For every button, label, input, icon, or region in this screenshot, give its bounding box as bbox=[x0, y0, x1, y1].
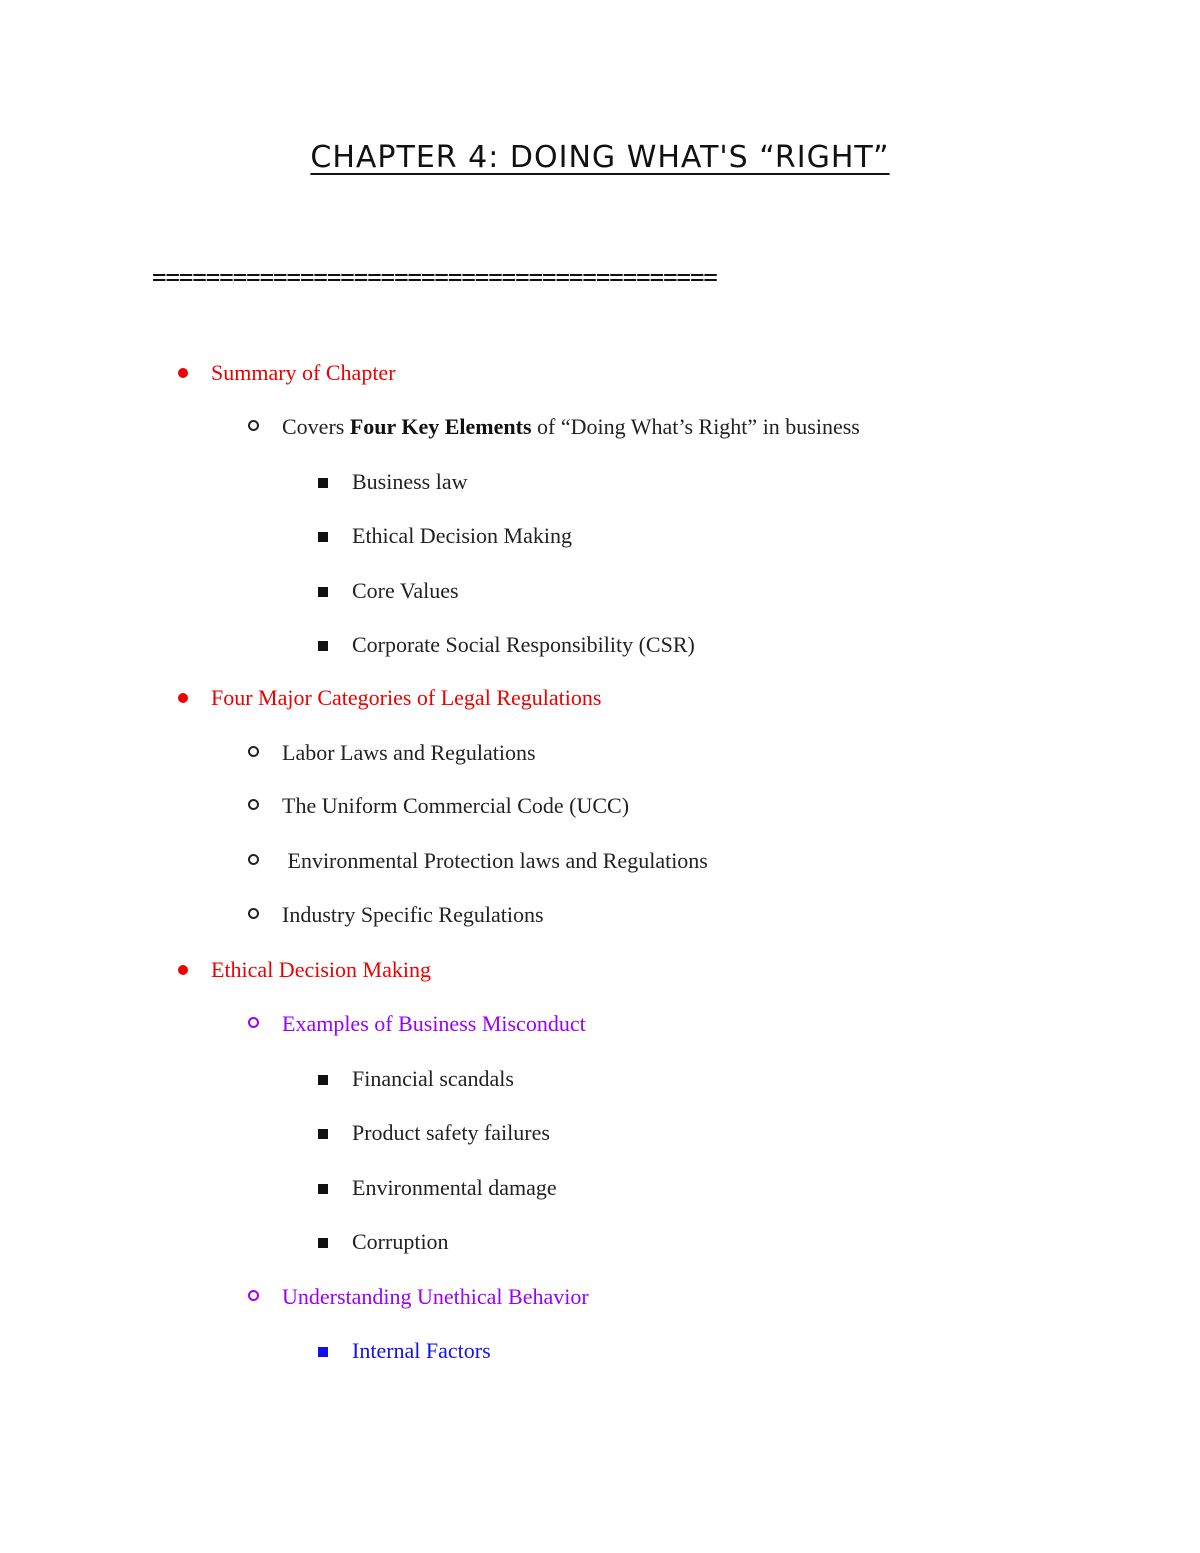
title-text: CHAPTER 4: DOING WHAT'S “RIGHT” bbox=[310, 140, 890, 175]
list-item-text: Corporate Social Responsibility (CSR) bbox=[352, 632, 695, 657]
list-item-text: Business law bbox=[352, 469, 468, 494]
square-bullet-icon bbox=[318, 1347, 328, 1357]
outline-label: Understanding Unethical Behavior bbox=[282, 1284, 589, 1309]
hollow-circle-bullet-icon bbox=[248, 1017, 259, 1028]
list-item-text: Internal Factors bbox=[352, 1338, 491, 1363]
list-item-text: Financial scandals bbox=[352, 1066, 514, 1091]
list-item-text: Corruption bbox=[352, 1229, 449, 1254]
list-item-text: The Uniform Commercial Code (UCC) bbox=[282, 793, 630, 818]
outline-label: Summary of Chapter bbox=[211, 360, 396, 385]
list-item-text: Product safety failures bbox=[352, 1120, 550, 1145]
square-bullet-icon bbox=[318, 587, 328, 597]
page-title bbox=[0, 140, 1200, 175]
filled-circle-bullet-icon bbox=[178, 693, 188, 703]
square-bullet-icon bbox=[318, 1238, 328, 1248]
hollow-circle-bullet-icon bbox=[248, 1290, 259, 1301]
list-item-text: Environmental damage bbox=[352, 1175, 557, 1200]
hollow-circle-bullet-icon bbox=[248, 908, 259, 919]
outline-label: Examples of Business Misconduct bbox=[282, 1011, 586, 1036]
square-bullet-icon bbox=[318, 1184, 328, 1194]
outline-label: Four Major Categories of Legal Regulations bbox=[211, 685, 602, 710]
covers-bold: Four Key Elements bbox=[349, 414, 532, 439]
hollow-circle-bullet-icon bbox=[248, 799, 259, 810]
outline-text bbox=[282, 412, 860, 442]
covers-suffix: of “Doing What’s Right” in business bbox=[531, 414, 860, 439]
list-item-text: Labor Laws and Regulations bbox=[282, 740, 536, 765]
hollow-circle-bullet-icon bbox=[248, 854, 259, 865]
square-bullet-icon bbox=[318, 1129, 328, 1139]
outline-label: Ethical Decision Making bbox=[211, 957, 431, 982]
hollow-circle-bullet-icon bbox=[248, 746, 259, 757]
square-bullet-icon bbox=[318, 1075, 328, 1085]
square-bullet-icon bbox=[318, 532, 328, 542]
filled-circle-bullet-icon bbox=[178, 965, 188, 975]
list-item-text: Core Values bbox=[352, 578, 459, 603]
divider-line: ========================================== bbox=[152, 263, 717, 291]
list-item-text: Industry Specific Regulations bbox=[282, 902, 544, 927]
covers-prefix: Covers bbox=[282, 414, 350, 439]
list-item-text: Environmental Protection laws and Regulations bbox=[282, 848, 708, 873]
square-bullet-icon bbox=[318, 641, 328, 651]
square-bullet-icon bbox=[318, 478, 328, 488]
list-item-text: Ethical Decision Making bbox=[352, 523, 572, 548]
filled-circle-bullet-icon bbox=[178, 368, 188, 378]
hollow-circle-bullet-icon bbox=[248, 420, 259, 431]
